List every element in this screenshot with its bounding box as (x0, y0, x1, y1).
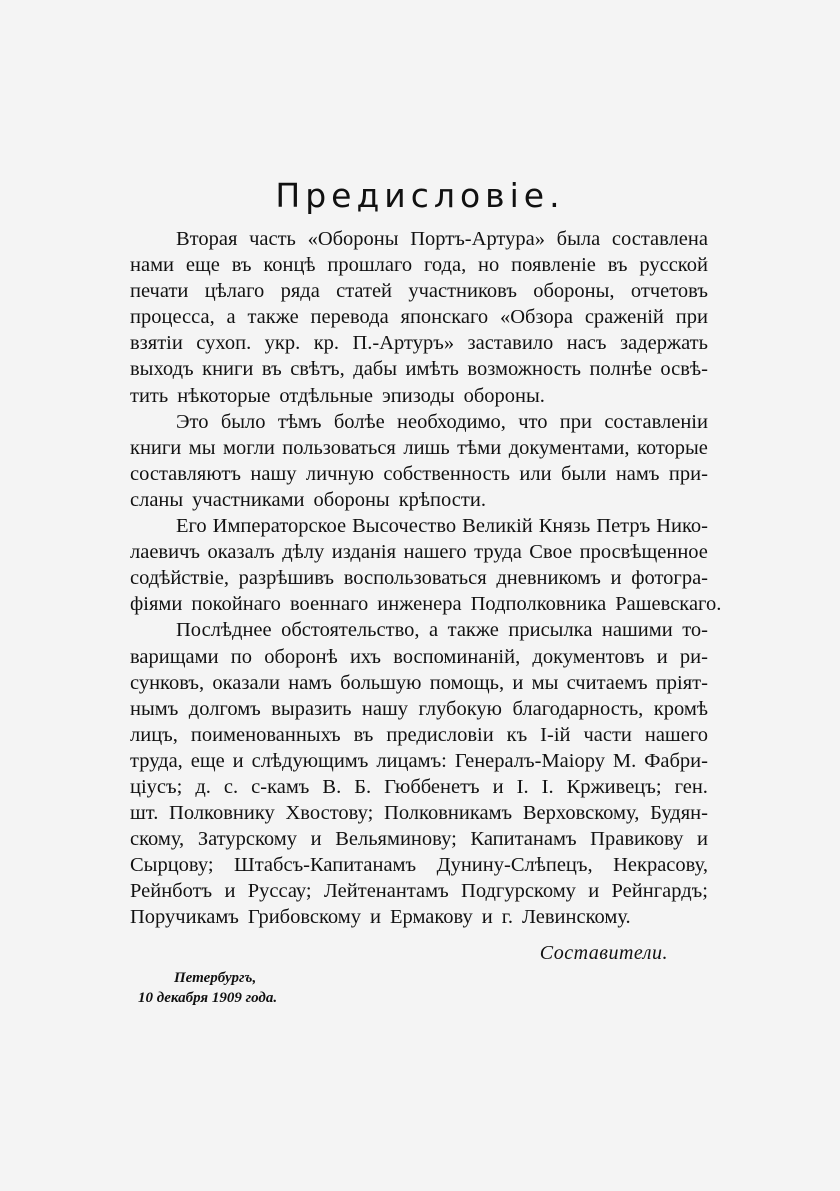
text-line: Его Императорское Высочество Великій Князь Петръ Нико- (176, 515, 708, 538)
text-line: тить нѣкоторые отдѣльные эпизоды обороны. (130, 384, 545, 407)
paragraph (130, 513, 722, 617)
paragraph (130, 409, 708, 513)
text-line: печати цѣлаго ряда статей участниковъ обороны, отчетовъ (130, 280, 708, 303)
text-line: фіями покойнаго военнаго инженера Подполковника Рашевскаго. (130, 593, 722, 616)
text-line: труда, еще и слѣдующимъ лицамъ: Генералъ-Маіору М. Фабри- (130, 749, 708, 772)
place-line: Петербургъ, (174, 970, 257, 986)
text-line: лицъ, поименованныхъ въ предисловіи къ І-ій части нашего (130, 723, 708, 746)
text-line: составляютъ нашу личную собственность или были намъ при- (130, 462, 708, 485)
text-line: скому, Затурскому и Вельяминову; Капитанамъ Правикову и (130, 828, 708, 851)
text-line: шт. Полковнику Хвостову; Полковникамъ Верховскому, Будян- (130, 802, 708, 825)
text-line: сланы участниками обороны крѣпости. (130, 488, 486, 511)
text-line: сунковъ, оказали намъ большую помощь, и мы считаемъ пріят- (130, 671, 708, 694)
text-line: Послѣднее обстоятельство, а также присылка нашими то- (176, 619, 708, 642)
text-line: Рейнботъ и Руссау; Лейтенантамъ Подгурскому и Рейнгардъ; (130, 880, 708, 903)
body-text (130, 226, 722, 931)
text-line: варищами по оборонѣ ихъ воспоминаній, документовъ и ри- (130, 645, 708, 668)
text-line: Вторая часть «Обороны Портъ-Артура» была составлена (176, 228, 708, 250)
text-line: Это было тѣмъ болѣе необходимо, что при составленіи (176, 410, 708, 433)
text-line: нами еще въ концѣ прошлаго года, но появленіе въ русской (130, 254, 708, 277)
date-line: 10 декабря 1909 года. (138, 990, 278, 1006)
text-line: лаевичъ оказалъ дѣлу изданія нашего труда Свое просвѣщенное (130, 541, 708, 564)
text-line: нымъ долгомъ выразить нашу глубокую благодарность, кромѣ (130, 697, 708, 720)
paragraph (130, 617, 708, 930)
text-line: книги мы могли пользоваться лишь тѣми документами, которые (130, 436, 708, 459)
paragraph (130, 226, 708, 409)
text-line: Поручикамъ Грибовскому и Ермакову и г. Левинскому. (130, 906, 631, 929)
text-line: Сырцову; Штабсъ-Капитанамъ Дунину-Слѣпецъ, Некрасову, (130, 854, 708, 877)
text-line: процесса, а также перевода японскаго «Обзора сраженій при (130, 306, 708, 329)
text-line: содѣйствіе, разрѣшивъ воспользоваться дневникомъ и фотогра- (130, 567, 708, 590)
text-line: ціусъ; д. с. с-камъ В. Б. Гюббенетъ и І. І. Крживецъ; ген. (130, 775, 708, 798)
page-title: Предисловіе. (275, 176, 565, 215)
text-line: выходъ книги въ свѣтъ, дабы имѣть возможность полнѣе освѣ- (130, 358, 708, 381)
signature: Составители. (539, 942, 668, 964)
text-line: взятіи сухоп. укр. кр. П.-Артуръ» заставило насъ задержать (130, 332, 708, 355)
